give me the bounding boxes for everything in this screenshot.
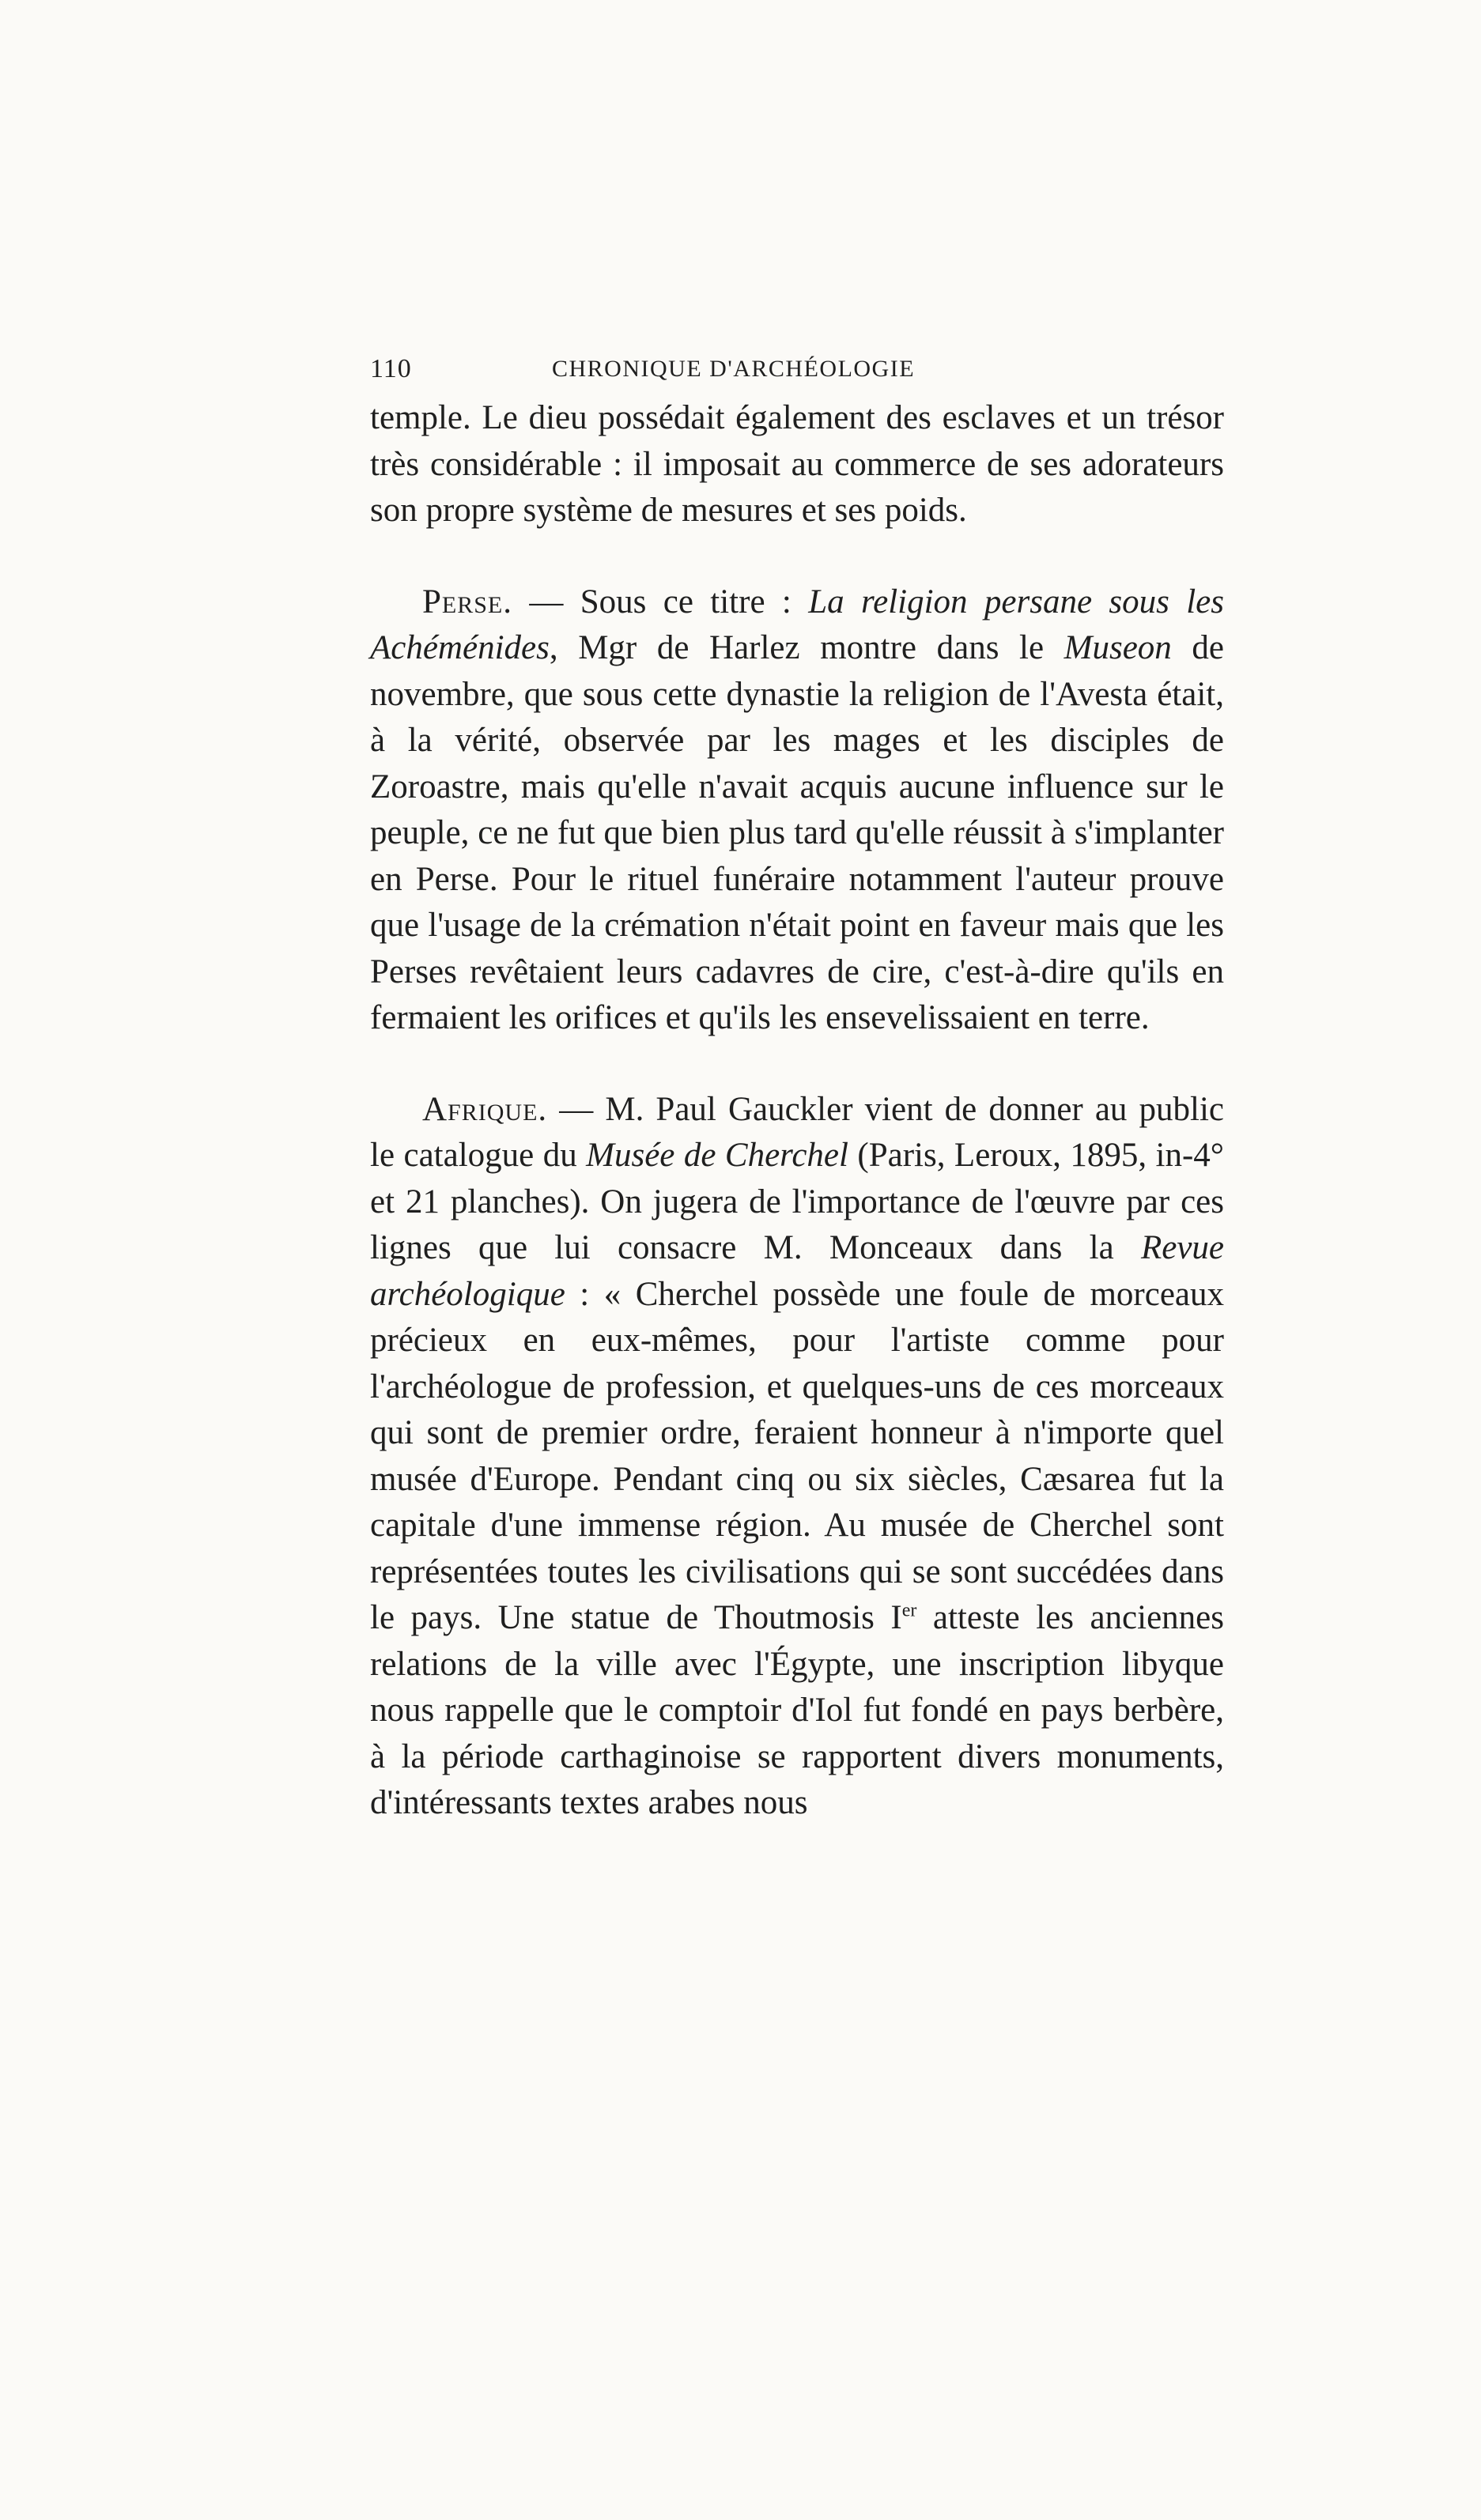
text-run: — M. Paul Gauckler vient de donner au public le catalogue du bbox=[370, 1090, 1224, 1174]
text-run: (Paris, Leroux, 1895, in-4° et 21 planches). On jugera de l'importance de l'œuvre par ces lignes que lui consacre M. Monceaux dans la bbox=[370, 1137, 1224, 1266]
section-heading-afrique: Afrique. bbox=[422, 1090, 548, 1128]
text-run: , Mgr de Harlez montre dans le bbox=[549, 629, 1064, 666]
running-head bbox=[370, 348, 1224, 395]
paragraph-afrique bbox=[370, 1087, 1224, 1827]
text-run: : « Cherchel possède une foule de morceaux précieux en eux-mêmes, pour l'artiste comme pour l'archéologue de profession, et quelques-uns de ces morceaux qui sont de premier ordre, feraient honneur à n'importe quel musée d'Europe. Pendant cinq ou six siècles, Cæsarea fut la capitale d'une immense région. Au musée de Cherchel sont représentées toutes les civilisations qui se sont succédées dans le pays. Une statue de Thoutmosis I bbox=[370, 1275, 1224, 1636]
section-heading-perse: Perse. bbox=[422, 583, 513, 621]
italic-journal: Revue archéologique bbox=[370, 1229, 1224, 1313]
paragraph-temple bbox=[370, 395, 1224, 534]
book-page bbox=[370, 348, 1224, 1827]
text-run: atteste les anciennes relations de la ville avec l'Égypte, une inscription libyque nous rappelle que le comptoir d'Iol fut fondé en pays berbère, à la période carthaginoise se rapportent divers monuments, d'intéressants textes arabes nous bbox=[370, 1599, 1224, 1821]
italic-journal: Museon bbox=[1064, 629, 1172, 666]
paragraph-perse bbox=[370, 579, 1224, 1042]
body-text bbox=[370, 395, 1224, 1827]
italic-title: Musée de Cherchel bbox=[586, 1137, 848, 1174]
running-title: CHRONIQUE D'ARCHÉOLOGIE bbox=[552, 356, 916, 382]
text-run: de novembre, que sous cette dynastie la religion de l'Avesta était, à la vérité, observée par les mages et les disciples de Zoroastre, mais qu'elle n'avait acquis aucune influence sur le peuple, ce ne fut que bien plus tard qu'elle réussit à s'implanter en Perse. Pour le rituel funéraire notamment l'auteur prouve que l'usage de la crémation n'était point en faveur mais que les Perses revêtaient leurs cadavres de cire, c'est-à-dire qu'ils en fermaient les orifices et qu'ils les ensevelissaient en terre. bbox=[370, 629, 1224, 1036]
page-number: 110 bbox=[370, 354, 412, 383]
superscript: er bbox=[901, 1600, 917, 1621]
italic-title: La religion persane sous les Achéménides bbox=[370, 583, 1224, 666]
paragraph-text: temple. Le dieu possédait également des esclaves et un trésor très considérable : il imposait au commerce de ses adorateurs son propre système de mesures et ses poids. bbox=[370, 399, 1224, 529]
text-run: — Sous ce titre : bbox=[512, 583, 809, 621]
